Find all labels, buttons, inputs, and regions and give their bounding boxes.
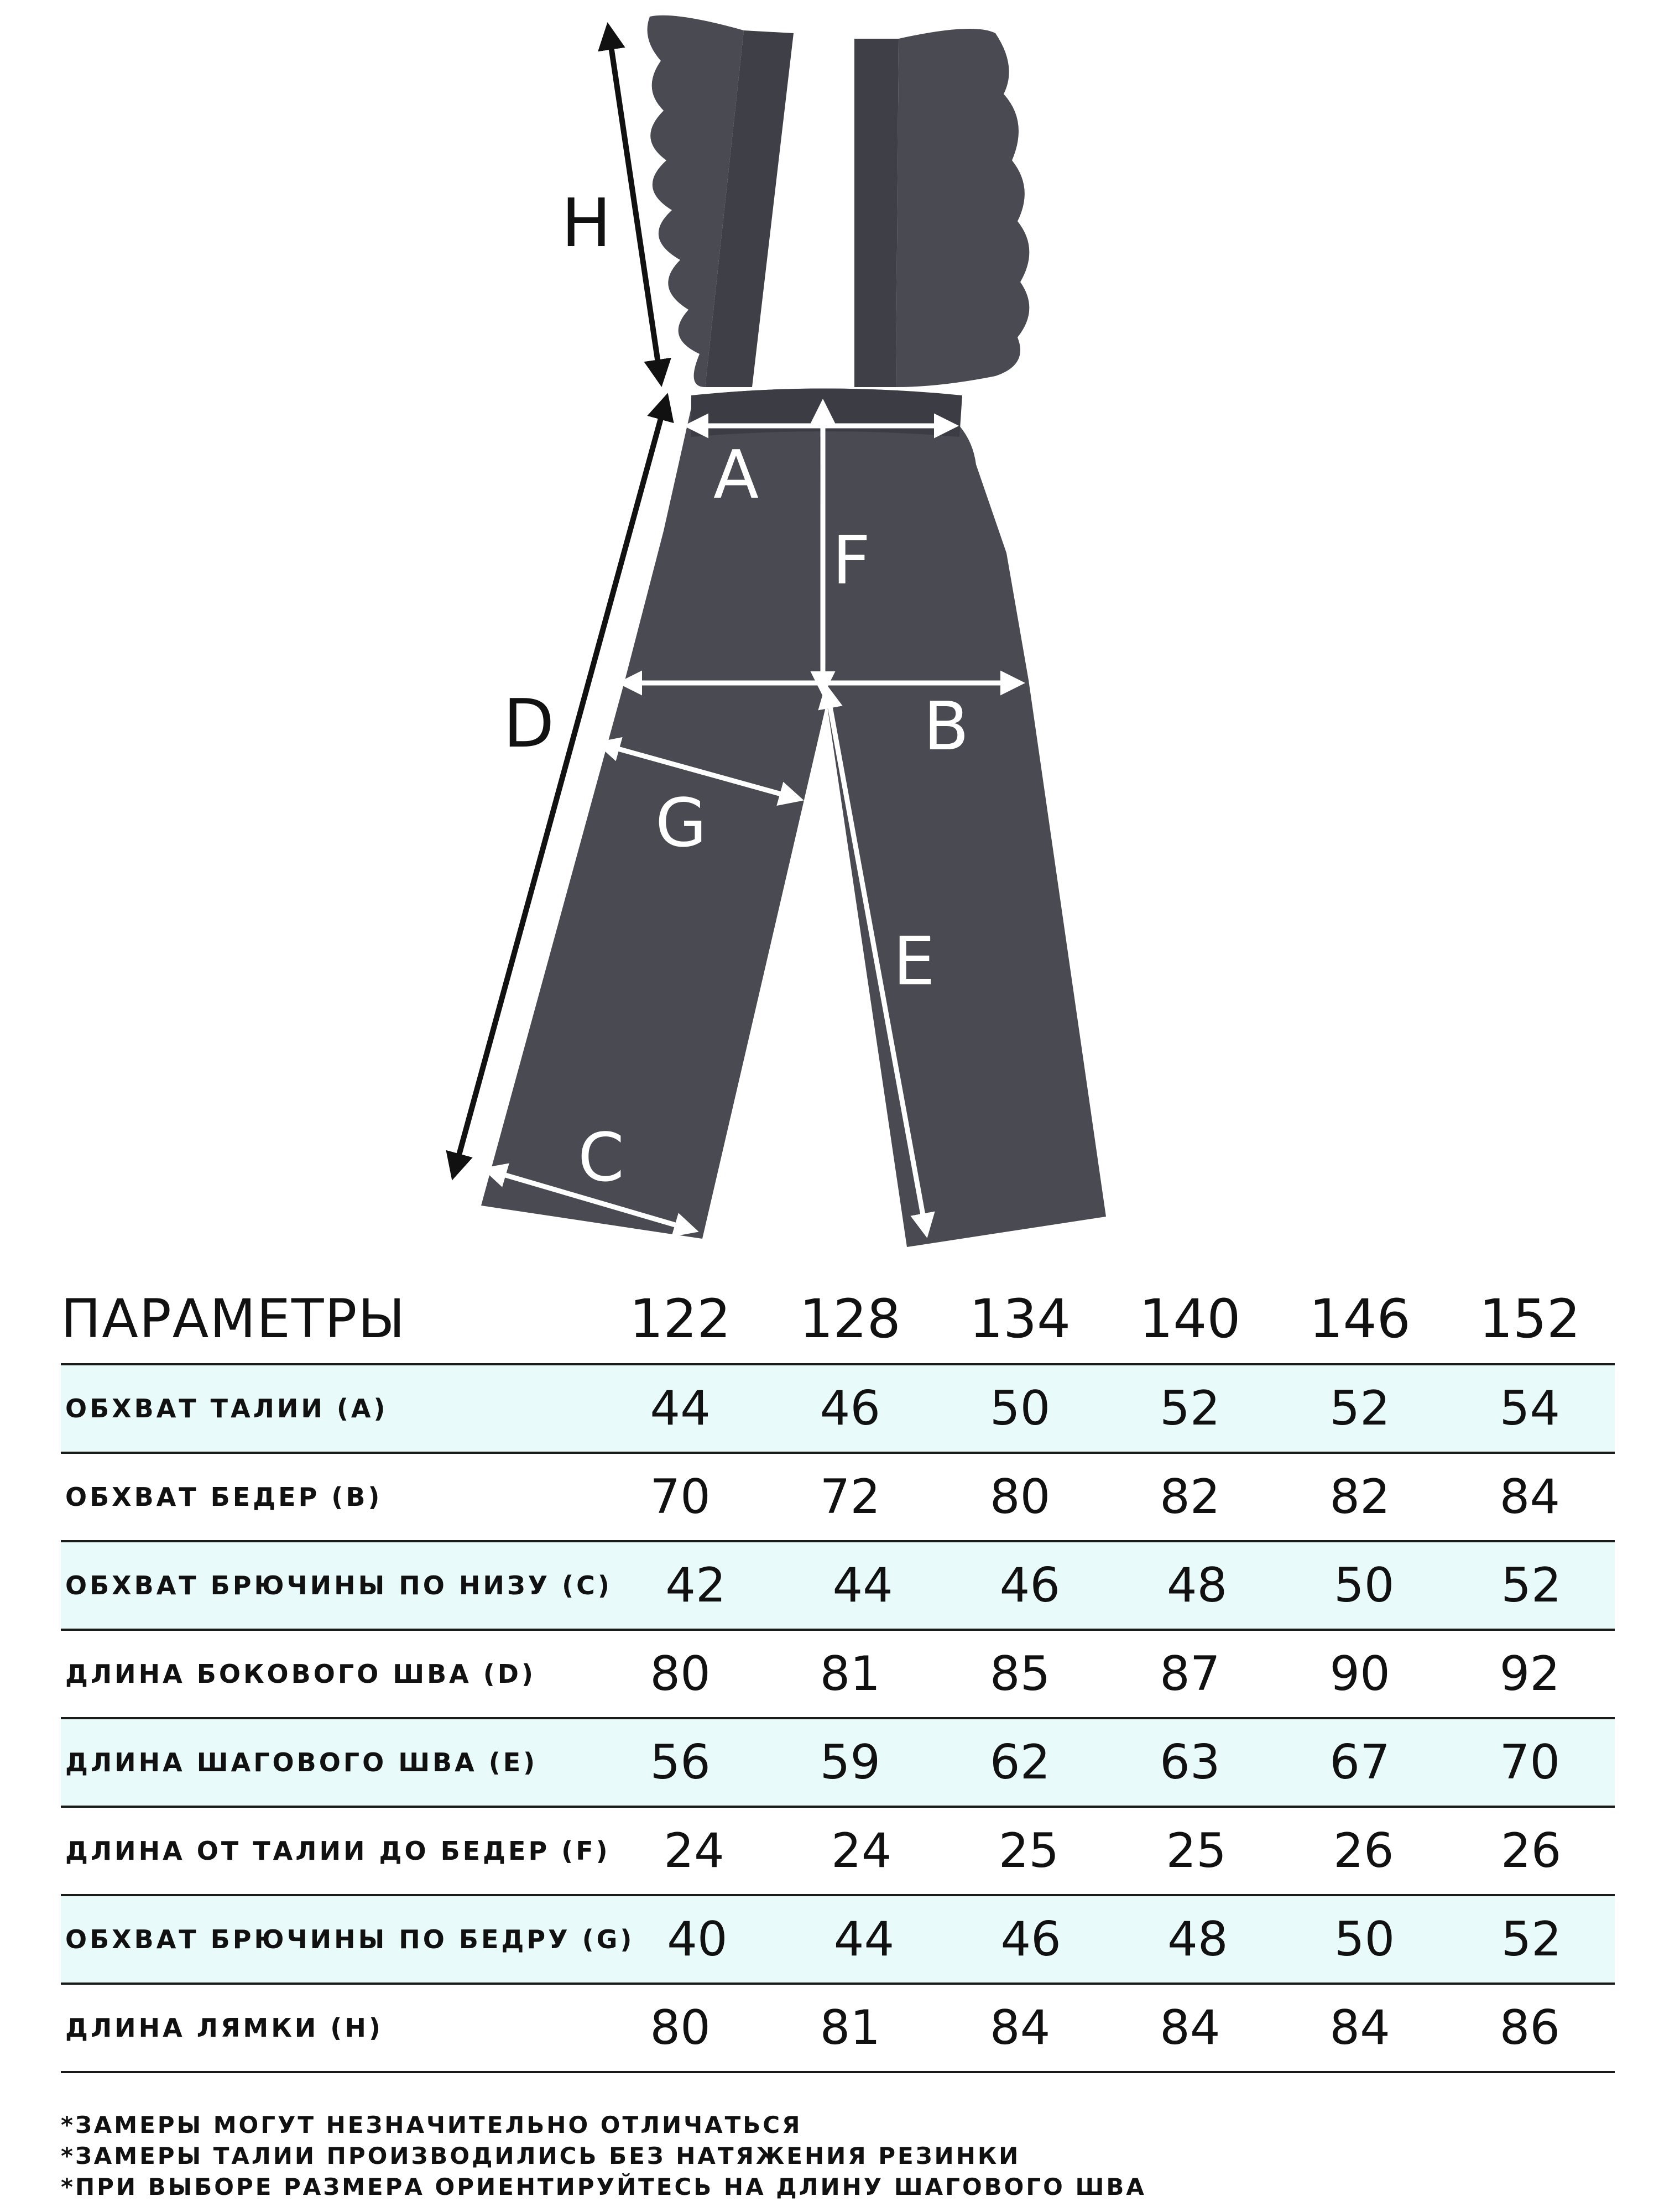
measurement-value: 80: [650, 2000, 711, 2056]
measurement-value: 48: [1166, 1558, 1228, 1613]
measurement-value: 84: [1329, 2000, 1390, 2056]
size-header: 152: [1479, 1288, 1580, 1350]
parameter-label: ДЛИНА ОТ ТАЛИИ ДО БЕДЕР (F): [65, 1836, 611, 1866]
dimension-label-f: F: [832, 523, 871, 599]
measurement-value: 44: [832, 1558, 893, 1613]
measurement-value: 84: [1160, 2000, 1220, 2056]
measurement-value: 70: [1499, 1735, 1561, 1790]
dimension-label-b: B: [924, 688, 969, 765]
measurement-value: 44: [833, 1912, 895, 1967]
table-row: [61, 1985, 1615, 2073]
measurement-value: 25: [998, 1823, 1060, 1879]
parameter-label: ДЛИНА ШАГОВОГО ШВА (E): [65, 1747, 538, 1777]
measurement-value: 82: [1329, 1469, 1390, 1525]
size-header: 128: [799, 1288, 901, 1350]
measurement-value: 80: [989, 1469, 1051, 1525]
measurement-value: 54: [1499, 1381, 1561, 1436]
dimension-label-h: H: [561, 185, 612, 262]
measurement-value: 46: [1000, 1912, 1061, 1967]
footnote: *ЗАМЕРЫ МОГУТ НЕЗНАЧИТЕЛЬНО ОТЛИЧАТЬСЯ: [61, 2111, 802, 2138]
measurement-value: 48: [1167, 1912, 1228, 1967]
measurement-value: 82: [1160, 1469, 1220, 1525]
measurement-value: 25: [1166, 1823, 1227, 1879]
measurement-value: 63: [1160, 1735, 1220, 1790]
waistband: [691, 389, 962, 437]
measurement-value: 86: [1499, 2000, 1561, 2056]
parameter-label: ОБХВАТ ТАЛИИ (A): [65, 1394, 388, 1423]
measurement-value: 80: [650, 1646, 711, 1702]
measurement-value: 56: [650, 1735, 711, 1790]
measurement-value: 46: [820, 1381, 881, 1436]
parameters-title: ПАРАМЕТРЫ: [61, 1288, 406, 1350]
measurement-value: 44: [650, 1381, 711, 1436]
footnote: *ПРИ ВЫБОРЕ РАЗМЕРА ОРИЕНТИРУЙТЕСЬ НА ДЛИНУ ШАГОВОГО ШВА: [61, 2173, 1146, 2200]
measurement-value: 52: [1501, 1912, 1562, 1967]
measurement-value: 50: [1334, 1912, 1395, 1967]
left-suspender-strap: [648, 15, 794, 387]
right-suspender-strap: [854, 29, 1029, 387]
table-row: [61, 1365, 1615, 1454]
measurement-value: 59: [820, 1735, 881, 1790]
measurement-value: 24: [831, 1823, 892, 1879]
measurement-value: 72: [820, 1469, 881, 1525]
measurement-value: 50: [989, 1381, 1051, 1436]
measurement-value: 26: [1500, 1823, 1562, 1879]
measurement-value: 67: [1329, 1735, 1390, 1790]
dimension-label-g: G: [655, 785, 707, 862]
size-chart-table: [61, 1363, 1615, 2073]
measurement-value: 50: [1334, 1558, 1395, 1613]
parameter-label: ОБХВАТ БЕДЕР (B): [65, 1482, 383, 1512]
measurement-value: 81: [820, 1646, 881, 1702]
table-row: [61, 1896, 1615, 1985]
size-header: 122: [629, 1288, 731, 1350]
measurement-value: 85: [989, 1646, 1051, 1702]
measurement-value: 90: [1329, 1646, 1390, 1702]
measurement-value: 52: [1501, 1558, 1562, 1613]
size-header: 134: [969, 1288, 1071, 1350]
dimension-label-a: A: [713, 437, 759, 514]
parameter-label: ОБХВАТ БРЮЧИНЫ ПО БЕДРУ (G): [65, 1924, 635, 1954]
parameter-label: ДЛИНА ЛЯМКИ (H): [65, 2013, 383, 2043]
footnote: *ЗАМЕРЫ ТАЛИИ ПРОИЗВОДИЛИСЬ БЕЗ НАТЯЖЕНИЯ РЕЗИНКИ: [61, 2142, 1021, 2169]
table-row: [61, 1631, 1615, 1719]
trousers-body: [481, 389, 1106, 1248]
measurement-value: 24: [664, 1823, 724, 1879]
measurement-value: 52: [1329, 1381, 1390, 1436]
measurement-value: 62: [989, 1735, 1051, 1790]
measurement-value: 81: [820, 2000, 881, 2056]
footnotes: [61, 2110, 1615, 2203]
measurement-value: 70: [650, 1469, 711, 1525]
table-row: [61, 1454, 1615, 1542]
size-header: 140: [1139, 1288, 1241, 1350]
dimension-label-c: C: [578, 1120, 624, 1197]
table-header: [61, 1277, 1615, 1360]
dimension-label-e: E: [893, 924, 935, 1000]
parameter-label: ДЛИНА БОКОВОГО ШВА (D): [65, 1659, 536, 1689]
table-row: [61, 1719, 1615, 1808]
size-header: 146: [1309, 1288, 1411, 1350]
measurement-value: 42: [665, 1558, 726, 1613]
measurement-value: 92: [1499, 1646, 1561, 1702]
measurement-value: 84: [1499, 1469, 1561, 1525]
right-ruffle: [896, 29, 1029, 387]
parameter-label: ОБХВАТ БРЮЧИНЫ ПО НИЗУ (C): [65, 1571, 612, 1600]
measurement-value: 46: [999, 1558, 1061, 1613]
measurement-value: 26: [1333, 1823, 1394, 1879]
table-row: [61, 1542, 1615, 1631]
measurement-value: 40: [667, 1912, 728, 1967]
measurement-value: 84: [989, 2000, 1051, 2056]
table-row: [61, 1808, 1615, 1896]
dimension-label-d: D: [503, 686, 555, 763]
measurement-value: 87: [1160, 1646, 1220, 1702]
measurement-value: 52: [1160, 1381, 1220, 1436]
